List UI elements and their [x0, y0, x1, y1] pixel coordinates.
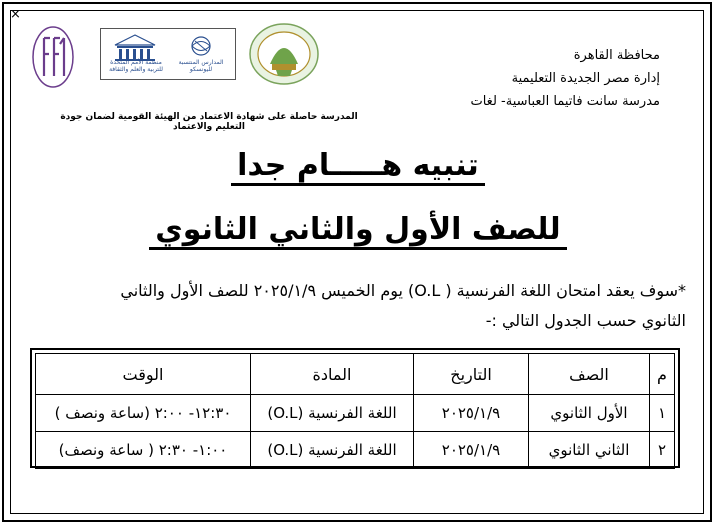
row-date: ٢٠٢٥/١/٩ [414, 395, 529, 432]
row-subject: اللغة الفرنسية (O.L) [251, 432, 414, 469]
notice-paragraph [70, 276, 686, 336]
page-title [0, 146, 716, 186]
notice-line-1: *سوف يعقد امتحان اللغة الفرنسية ( O.L) يوم الخميس ٢٠٢٥/١/٩ للصف الأول والثاني [120, 281, 686, 300]
table-row [36, 395, 675, 432]
row-time: ١٢:٣٠- ٢:٠٠ (ساعة ونصف ) [36, 395, 251, 432]
page-subtitle [0, 210, 716, 250]
table-row [36, 432, 675, 469]
row-date: ٢٠٢٥/١/٩ [414, 432, 529, 469]
corner-mark: × [10, 7, 21, 22]
school-name-text: مدرسة سانت فاتيما العباسية- لغات [470, 94, 660, 109]
quality-emblem-icon [246, 20, 322, 88]
row-num: ١ [650, 395, 675, 432]
header-time: الوقت [36, 354, 251, 395]
title-line-1: تنبيه هـــــام جدا [231, 148, 485, 186]
exam-schedule-table [30, 348, 680, 468]
row-class: الأول الثانوي [529, 395, 650, 432]
header-date: التاريخ [414, 354, 529, 395]
unesco-text-right: المدارس المنتسبة لليونسكو [178, 59, 224, 73]
row-num: ٢ [650, 432, 675, 469]
title-line-2: للصف الأول والثاني الثانوي [149, 212, 566, 250]
governorate-text: محافظة القاهرة [573, 48, 660, 63]
schedule-table [35, 353, 675, 469]
aspnet-logo-icon [179, 33, 223, 59]
notice-line-2: الثانوي حسب الجدول التالي :- [485, 311, 686, 330]
header-class: الصف [529, 354, 650, 395]
table-header-row [36, 354, 675, 395]
row-subject: اللغة الفرنسية (O.L) [251, 395, 414, 432]
administration-text: إدارة مصر الجديدة التعليمية [511, 71, 660, 86]
header-subject: المادة [251, 354, 414, 395]
header-admin-block [430, 44, 660, 113]
accreditation-note: المدرسة حاصلة على شهادة الاعتماد من الهيئة القومية لضمان جودة التعليم والاعتماد [60, 112, 358, 132]
unesco-text-left: منظمة الأمم المتحدة للتربية والعلم والثقافة [109, 59, 163, 73]
unesco-logo [100, 28, 236, 80]
school-logo-icon [30, 24, 76, 90]
row-time: ١:٠٠- ٢:٣٠ ( ساعة ونصف) [36, 432, 251, 469]
header-num: م [650, 354, 675, 395]
row-class: الثاني الثانوي [529, 432, 650, 469]
